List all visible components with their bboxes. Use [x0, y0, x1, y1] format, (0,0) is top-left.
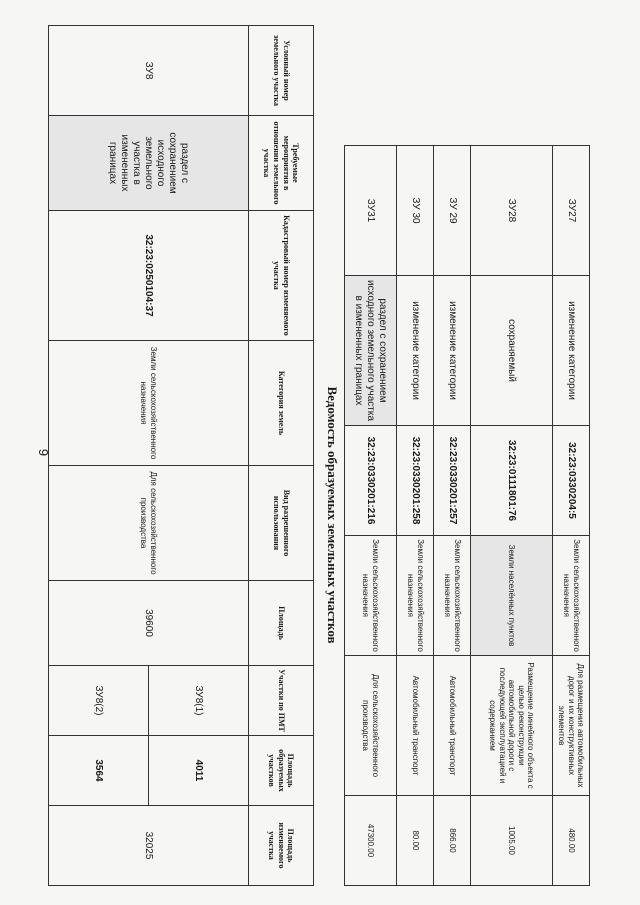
- parcel-action: изменение категории: [553, 276, 590, 426]
- parcel-category: Земли сельскохозяйственного назначения: [553, 536, 590, 656]
- row-cadastral: 32:23:0250104:37: [49, 211, 249, 341]
- table-header-row: [249, 26, 314, 886]
- parcel-category: Земли населённых пунктов: [471, 536, 553, 656]
- parcel-area: 47300.00: [345, 796, 397, 886]
- parcel-action: изменение категории: [397, 276, 434, 426]
- header-id: Условный номер земельного участка: [249, 26, 314, 116]
- parcel-cadastral: 32:23:0330201:257: [434, 426, 471, 536]
- parcel-action: изменение категории: [434, 276, 471, 426]
- row-action: раздел с сохранением исходного земельного участка в измененных границах: [49, 116, 249, 211]
- parcel-use: Автомобильный транспорт: [397, 656, 434, 796]
- table-row: [553, 146, 590, 886]
- parcel-cadastral: 32:23:0330201:216: [345, 426, 397, 536]
- parcel-id: ЗУ28: [471, 146, 553, 276]
- table-parcels: [344, 145, 590, 886]
- parcel-id: ЗУ27: [553, 146, 590, 276]
- header-cadastral: Кадастровый номер изменяемого участка: [249, 211, 314, 341]
- row-use: Для сельскохозяйственного производства: [49, 466, 249, 581]
- header-parts: Участки по ПМТ: [249, 666, 314, 736]
- row-area: 39600: [49, 581, 249, 666]
- parcel-use: Для размещения автомобильных дорог и их конструктивных элементов: [553, 656, 590, 796]
- row-part-2: ЗУ8(2): [49, 666, 149, 736]
- row-category: Земли сельскохозяйственного назначения: [49, 341, 249, 466]
- parcel-category: Земли сельскохозяйственного назначения: [397, 536, 434, 656]
- row-changed-area: 32025: [49, 806, 249, 886]
- table-row: [345, 146, 397, 886]
- section-title: Ведомость образуемых земельных участков: [325, 386, 340, 644]
- parcel-cadastral: 32:23:0330204:5: [553, 426, 590, 536]
- row-part-1-area: 4011: [149, 736, 249, 806]
- rotated-content: [50, 25, 590, 885]
- row-id: ЗУ8: [49, 26, 249, 116]
- parcel-cadastral: 32:23:0111801:76: [471, 426, 553, 536]
- page-number: 9: [36, 448, 52, 457]
- parcel-category: Земли сельскохозяйственного назначения: [434, 536, 471, 656]
- header-category: Категория земель: [249, 341, 314, 466]
- header-area: Площадь: [249, 581, 314, 666]
- parcel-area: 1005.00: [471, 796, 553, 886]
- table-row: [149, 26, 249, 886]
- parcel-area: 480.00: [553, 796, 590, 886]
- header-changed-area: Площадь изменяемого участка: [249, 806, 314, 886]
- table-row: [471, 146, 553, 886]
- parcel-use: Автомобильный транспорт: [434, 656, 471, 796]
- table-row: [434, 146, 471, 886]
- parcel-action: раздел с сохранением исходного земельного участка в измененных границах: [345, 276, 397, 426]
- parcel-id: ЗУ 29: [434, 146, 471, 276]
- header-part-area: Площадь образуемых участков: [249, 736, 314, 806]
- table-formed-parcels: [48, 25, 314, 886]
- parcel-action: сохраняемый: [471, 276, 553, 426]
- row-part-1: ЗУ8(1): [149, 666, 249, 736]
- table-row: [397, 146, 434, 886]
- header-action: Требуемые мероприятия в отношении земельного участка: [249, 116, 314, 211]
- row-part-2-area: 3564: [49, 736, 149, 806]
- parcel-area: 866.00: [434, 796, 471, 886]
- parcel-id: ЗУ31: [345, 146, 397, 276]
- parcel-use: Размещение линейного объекта с целью реконструкции автомобильной дороги с последующей эксплуатацией и содержанием: [471, 656, 553, 796]
- parcel-category: Земли сельскохозяйственного назначения: [345, 536, 397, 656]
- header-use: Вид разрешенного использования: [249, 466, 314, 581]
- parcel-cadastral: 32:23:0330201:258: [397, 426, 434, 536]
- parcel-area: 80.00: [397, 796, 434, 886]
- parcel-id: ЗУ 30: [397, 146, 434, 276]
- parcel-use: Для сельскохозяйственного производства: [345, 656, 397, 796]
